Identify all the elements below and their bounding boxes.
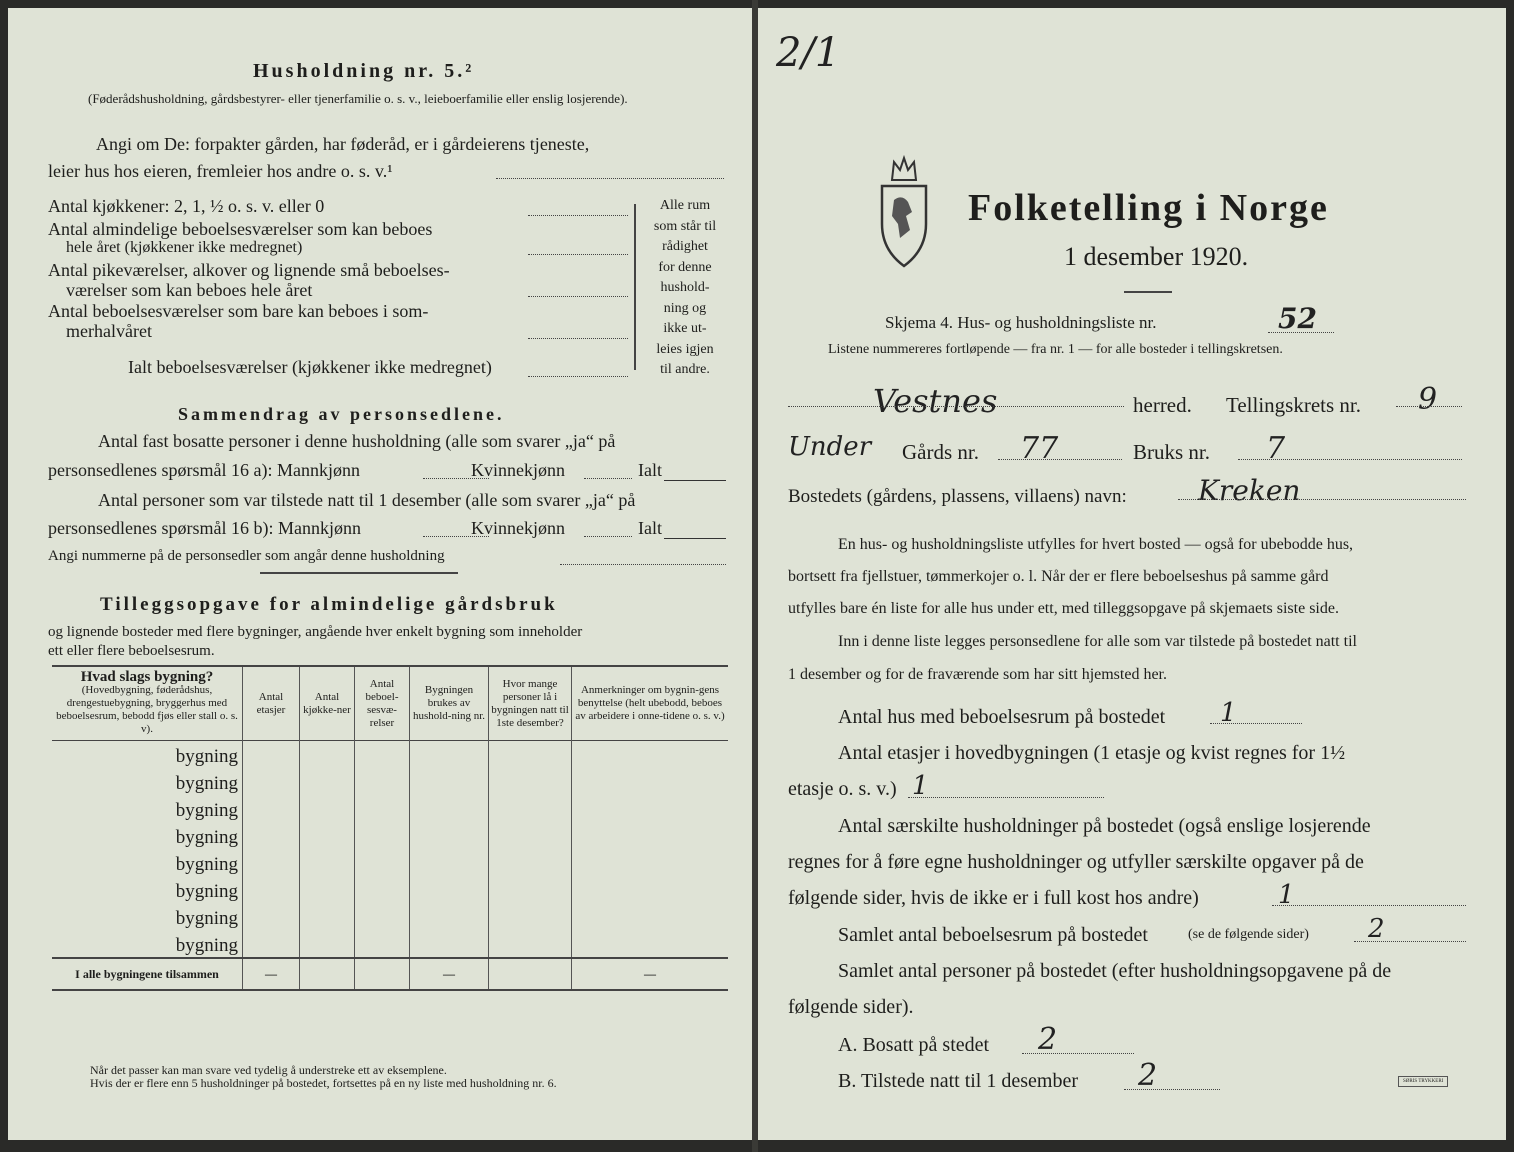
table-cell xyxy=(300,795,355,822)
angi-label: Angi nummerne på de personsedler som angår denne husholdning xyxy=(48,548,445,564)
q-pers-line2: følgende sider). xyxy=(788,996,914,1018)
table-cell xyxy=(300,768,355,795)
table-row xyxy=(52,795,728,822)
side-note-line: til andre. xyxy=(660,362,710,377)
col-kitchens: Antal kjøkke-ner xyxy=(300,666,355,741)
a-bosatt-field xyxy=(1022,1053,1134,1054)
angi-field xyxy=(560,564,726,565)
table-cell xyxy=(410,849,489,876)
summary-2-line2: personsedlenes spørsmål 16 b): Mannkjønn xyxy=(48,518,361,538)
b-tilstede-field xyxy=(1124,1089,1220,1090)
table-cell xyxy=(489,876,572,903)
table-cell xyxy=(572,768,729,795)
gard-prefix: Under xyxy=(788,432,872,462)
herred-field xyxy=(788,406,1124,407)
table-cell xyxy=(410,795,489,822)
question-line-1: Angi om De: forpakter gården, har føderåd, er i gårdeierens tjeneste, xyxy=(96,134,590,154)
table-cell xyxy=(355,795,410,822)
table-cell xyxy=(300,822,355,849)
table-row xyxy=(52,849,728,876)
listene-note: Listene nummereres fortløpende — fra nr. 1 — for alle bosteder i tellingskretsen. xyxy=(828,342,1283,357)
building-label: bygning xyxy=(52,903,243,930)
total-field-1 xyxy=(664,480,726,481)
female-field-2 xyxy=(584,536,632,537)
total-label: I alle bygningene tilsammen xyxy=(52,958,243,990)
col-household-no: Bygningen brukes av hushold-ning nr. xyxy=(410,666,489,741)
q-etasjer-value: 1 xyxy=(912,771,929,801)
table-cell xyxy=(410,741,489,769)
total-field-2 xyxy=(664,538,726,539)
section-divider xyxy=(260,572,458,574)
table-cell xyxy=(572,876,729,903)
title-rule xyxy=(1124,291,1172,293)
table-cell xyxy=(489,795,572,822)
rooms-c-field xyxy=(528,338,628,339)
q-etasjer-line2: etasje o. s. v.) xyxy=(788,778,897,800)
side-note-line: for denne xyxy=(658,259,712,275)
table-cell xyxy=(355,849,410,876)
q-hush-field xyxy=(1272,905,1466,906)
a-bosatt-value: 2 xyxy=(1038,1022,1058,1057)
instruction-2: bortsett fra fjellstuer, tømmerkojer o. l. Når der er flere beboelseshus på samme gård xyxy=(788,568,1329,585)
table-cell xyxy=(355,741,410,769)
rooms-b-line1: Antal pikeværelser, alkover og lignende små beboelses- xyxy=(48,260,450,280)
schema-label: Skjema 4. Hus- og husholdningsliste nr. xyxy=(885,313,1157,332)
side-note-line: Alle rum xyxy=(659,198,711,213)
table-header-row xyxy=(52,666,728,741)
table-cell xyxy=(355,876,410,903)
side-note xyxy=(642,196,728,381)
q-hus-label: Antal hus med beboelsesrum på bostedet xyxy=(838,706,1166,728)
table-cell xyxy=(300,876,355,903)
table-cell xyxy=(410,768,489,795)
table-cell xyxy=(410,930,489,958)
bruks-label: Bruks nr. xyxy=(1133,440,1211,464)
extra-title: Tilleggsopgave for almindelige gårdsbruk xyxy=(100,594,558,615)
gards-value: 77 xyxy=(1020,431,1059,466)
building-label: bygning xyxy=(52,876,243,903)
q-rum-value: 2 xyxy=(1368,914,1385,944)
extra-sub-2: ett eller flere beboelsesrum. xyxy=(48,643,215,659)
household-subtitle: (Føderådshusholdning, gårdsbestyrer- eller tjenerfamilie o. s. v., leieboerfamilie eller enslig losjerende). xyxy=(88,91,628,106)
summary-1-line1: Antal fast bosatte personer i denne husholdning (alle som svarer „ja“ på xyxy=(98,431,616,451)
rooms-a-field xyxy=(528,254,628,255)
instruction-3: utfylles bare én liste for alle hus under ett, med tilleggsopgave på skjemaets siste side. xyxy=(788,600,1339,617)
q-hush-line2: regnes for å føre egne husholdninger og utfyller særskilte opgaver på de xyxy=(788,851,1364,873)
building-table xyxy=(52,665,728,991)
table-cell xyxy=(243,849,300,876)
coat-of-arms-icon xyxy=(874,154,934,272)
q-rum-note: (se de følgende sider) xyxy=(1188,927,1309,942)
side-note-line: hushold- xyxy=(660,280,710,295)
table-row xyxy=(52,822,728,849)
left-page xyxy=(8,8,752,1140)
female-label-2: Kvinnekjønn xyxy=(471,518,565,538)
summary-1-line2: personsedlenes spørsmål 16 a): Mannkjønn xyxy=(48,460,360,480)
summary-2-line1: Antal personer som var tilstede natt til 1 desember (alle som svarer „ja“ på xyxy=(98,490,636,510)
b-tilstede-label: B. Tilstede natt til 1 desember xyxy=(838,1070,1078,1092)
q-hus-value: 1 xyxy=(1220,698,1237,728)
col-persons: Hvor mange personer lå i bygningen natt til 1ste desember? xyxy=(489,666,572,741)
b-tilstede-value: 2 xyxy=(1138,1058,1158,1093)
rooms-total-label: Ialt beboelsesværelser (kjøkkener ikke medregnet) xyxy=(128,357,492,377)
rooms-b-field xyxy=(528,296,628,297)
schema-number: 52 xyxy=(1278,302,1317,335)
rooms-a-line1: Antal almindelige beboelsesværelser som kan beboes xyxy=(48,219,433,239)
table-cell xyxy=(300,903,355,930)
total-dash: — xyxy=(410,958,489,990)
table-cell xyxy=(410,822,489,849)
side-note-line: ikke ut- xyxy=(663,321,707,336)
table-cell xyxy=(410,903,489,930)
building-label: bygning xyxy=(52,822,243,849)
table-cell xyxy=(572,903,729,930)
female-label-1: Kvinnekjønn xyxy=(471,460,565,480)
female-field-1 xyxy=(584,478,632,479)
table-cell xyxy=(355,768,410,795)
bosted-field xyxy=(1178,499,1466,500)
tellingskrets-field xyxy=(1396,406,1462,407)
herred-value: Vestnes xyxy=(873,382,998,420)
main-title: Folketelling i Norge xyxy=(968,187,1329,229)
table-cell xyxy=(410,876,489,903)
rooms-c-line2: merhalvåret xyxy=(66,321,152,341)
table-cell xyxy=(243,795,300,822)
q-rum-label: Samlet antal beboelsesrum på bostedet xyxy=(838,924,1148,946)
table-row xyxy=(52,741,728,769)
table-cell xyxy=(300,741,355,769)
rooms-a-line2: hele året (kjøkkener ikke medregnet) xyxy=(66,239,303,256)
a-bosatt-label: A. Bosatt på stedet xyxy=(838,1034,990,1056)
col-building-type: Hvad slags bygning? (Hovedbygning, føderådshus, drengestuebygning, bryggerhus med beboelsesrum, bebodd fjøs eller stall o. s. v). xyxy=(52,666,243,741)
instruction-5: 1 desember og for de fraværende som har sitt hjemsted her. xyxy=(788,666,1167,683)
q-etasjer-line1: Antal etasjer i hovedbygningen (1 etasje og kvist regnes for 1½ xyxy=(838,742,1346,764)
footnote-1: Når det passer kan man svare ved tydelig å understreke ett av eksemplene. xyxy=(90,1063,447,1077)
table-cell xyxy=(243,903,300,930)
corner-mark: 2/1 xyxy=(776,30,841,76)
table-cell xyxy=(355,903,410,930)
printer-stamp: SØRIS TRYKKERI xyxy=(1398,1076,1448,1087)
table-cell xyxy=(489,903,572,930)
q-hush-line1: Antal særskilte husholdninger på bostedet (også enslige losjerende xyxy=(838,815,1371,837)
table-cell xyxy=(243,822,300,849)
table-cell xyxy=(300,849,355,876)
q-pers-line1: Samlet antal personer på bostedet (efter husholdningsopgavene på de xyxy=(838,960,1392,982)
gards-field xyxy=(998,459,1122,460)
table-cell xyxy=(300,930,355,958)
building-label: bygning xyxy=(52,849,243,876)
kitchens-label: Antal kjøkkener: 2, 1, ½ o. s. v. eller 0 xyxy=(48,196,325,216)
tellingskrets-label: Tellingskrets nr. xyxy=(1226,393,1362,417)
total-label-1: Ialt xyxy=(638,460,662,480)
table-cell xyxy=(489,930,572,958)
table-cell xyxy=(572,849,729,876)
tellingskrets-value: 9 xyxy=(1418,382,1438,417)
total-dash: — xyxy=(644,966,656,981)
table-cell xyxy=(243,741,300,769)
extra-sub-1: og lignende bosteder med flere bygninger, angående hver enkelt bygning som inneholder xyxy=(48,624,583,640)
total-dash: — xyxy=(243,958,300,990)
building-label: bygning xyxy=(52,795,243,822)
bosted-value: Kreken xyxy=(1198,474,1301,507)
household-title: Husholdning nr. 5.² xyxy=(253,60,475,82)
total-label-2: Ialt xyxy=(638,518,662,538)
col-remarks: Anmerkninger om bygnin-gens benyttelse (helt ubebodd, beboes av arbeidere i onne-tidene o. s. v.) xyxy=(575,684,725,722)
side-note-line: rådighet xyxy=(662,239,708,254)
col-rooms: Antal beboel-sesvæ-relser xyxy=(355,666,410,741)
bruks-field xyxy=(1238,459,1462,460)
side-note-line: som står til xyxy=(653,218,717,234)
table-row xyxy=(52,768,728,795)
table-row xyxy=(52,930,728,958)
table-cell xyxy=(355,822,410,849)
table-cell xyxy=(489,849,572,876)
census-date: 1 desember 1920. xyxy=(1064,242,1249,271)
footnote-2: Hvis der er flere enn 5 husholdninger på bostedet, fortsettes på en ny liste med husholdning nr. 6. xyxy=(90,1076,557,1090)
side-note-line: ning og xyxy=(663,300,707,316)
table-cell xyxy=(243,768,300,795)
building-label: bygning xyxy=(52,768,243,795)
table-row xyxy=(52,903,728,930)
gards-label: Gårds nr. xyxy=(902,440,979,464)
q-etasjer-field xyxy=(908,797,1104,798)
answer-line xyxy=(496,178,724,179)
building-label: bygning xyxy=(52,930,243,958)
table-row xyxy=(52,876,728,903)
herred-label: herred. xyxy=(1133,393,1192,417)
table-cell xyxy=(489,822,572,849)
table-cell xyxy=(243,930,300,958)
table-cell xyxy=(243,876,300,903)
brace xyxy=(634,204,636,370)
table-cell xyxy=(355,930,410,958)
table-cell xyxy=(489,768,572,795)
instruction-1: En hus- og husholdningsliste utfylles for hvert bosted — også for ubebodde hus, xyxy=(838,536,1354,553)
schema-field xyxy=(1268,332,1334,333)
rooms-b-line2: værelser som kan beboes hele året xyxy=(66,280,313,300)
rooms-c-line1: Antal beboelsesværelser som bare kan beboes i som- xyxy=(48,301,429,321)
q-hus-field xyxy=(1210,723,1302,724)
kitchens-field xyxy=(528,215,628,216)
right-page xyxy=(758,8,1506,1140)
table-cell xyxy=(572,930,729,958)
table-cell xyxy=(572,822,729,849)
col-floors: Antal etasjer xyxy=(243,666,300,741)
building-label: bygning xyxy=(52,741,243,769)
instruction-4: Inn i denne liste legges personsedlene for alle som var tilstede på bostedet natt til xyxy=(838,633,1357,650)
side-note-line: leies igjen xyxy=(656,341,714,357)
q-hush-line3: følgende sider, hvis de ikke er i full kost hos andre) xyxy=(788,887,1199,909)
table-cell xyxy=(572,741,729,769)
q-rum-field xyxy=(1354,941,1466,942)
q-hush-value: 1 xyxy=(1278,880,1295,910)
question-line-2: leier hus hos eieren, fremleier hos andre o. s. v.¹ xyxy=(48,161,393,181)
summary-title: Sammendrag av personsedlene. xyxy=(178,404,505,424)
table-cell xyxy=(572,795,729,822)
table-total-row xyxy=(52,958,728,990)
table-cell xyxy=(489,741,572,769)
bruks-value: 7 xyxy=(1266,431,1286,466)
bosted-label: Bostedets (gårdens, plassens, villaens) navn: xyxy=(788,486,1127,507)
rooms-total-field xyxy=(528,376,628,377)
